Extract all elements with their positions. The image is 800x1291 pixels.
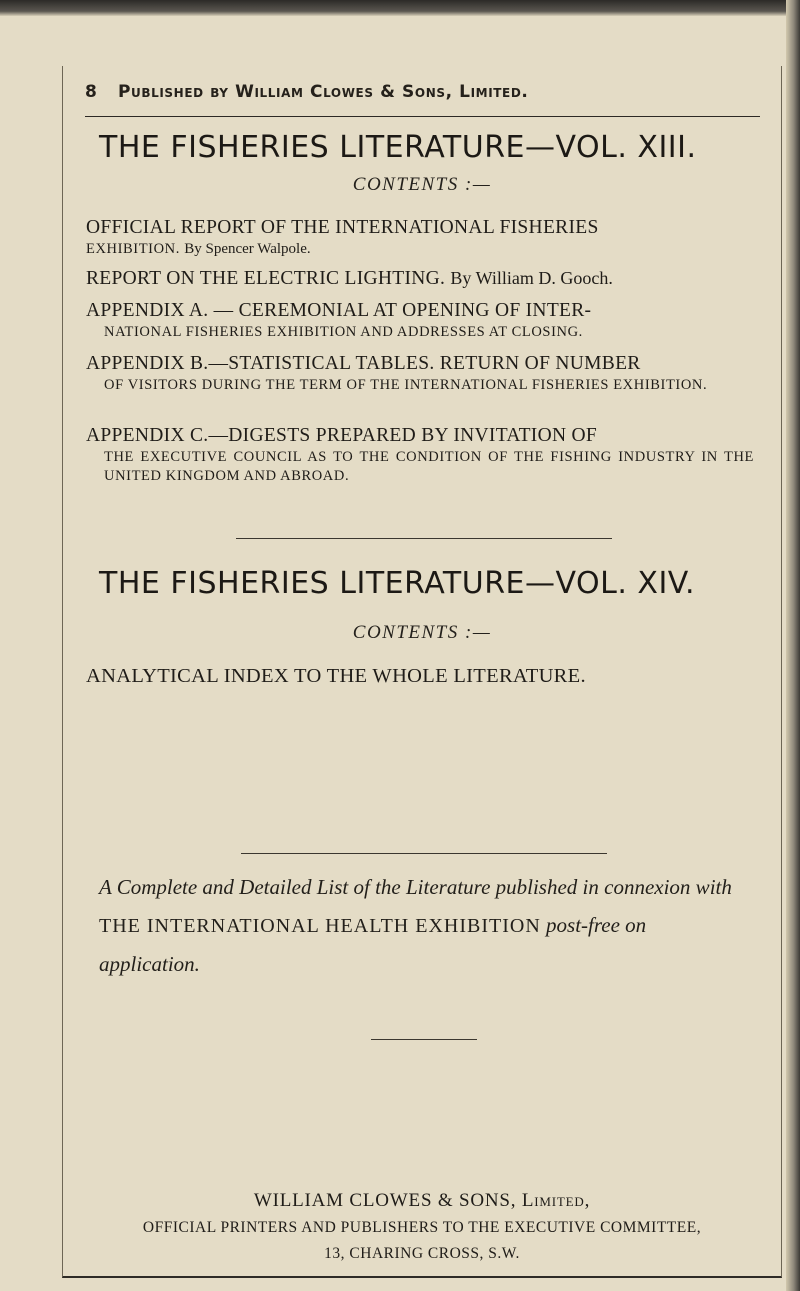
entry-sub: EXHIBITION. (86, 241, 180, 257)
section-divider (236, 538, 612, 539)
notice-text-intro: A Complete and Detailed List of the Literature published in connexion with (99, 875, 732, 899)
entry-author: By William D. Gooch. (450, 268, 613, 288)
section-divider (241, 853, 607, 854)
head-rule (85, 116, 760, 117)
notice-exhibition-name: THE INTERNATIONAL HEALTH EXHIBITION (99, 915, 541, 937)
entry-main: OFFICIAL REPORT OF THE INTERNATIONAL FISHERIES (86, 217, 599, 238)
vol13-entry-1 (86, 216, 754, 259)
publisher-role: OFFICIAL PRINTERS AND PUBLISHERS TO THE EXECUTIVE COMMITTEE, (142, 1219, 702, 1236)
vol13-title: THE FISHERIES LITERATURE—VOL. XIII. (99, 130, 697, 165)
catalogue-notice (99, 868, 749, 983)
short-divider (371, 1039, 477, 1040)
entry-main: ANALYTICAL INDEX TO THE WHOLE LITERATURE. (86, 665, 586, 687)
page-top-shadow (0, 0, 800, 16)
vol13-entry-2 (86, 266, 754, 291)
running-head (85, 82, 765, 102)
vol13-entry-3 (86, 299, 754, 342)
entry-main: REPORT ON THE ELECTRIC LIGHTING. (86, 268, 446, 289)
publisher-limited: Limited, (521, 1190, 591, 1211)
vol13-entry-4 (86, 352, 754, 395)
publisher-address: 13, CHARING CROSS, S.W. (324, 1245, 520, 1262)
vol14-contents-label: CONTENTS :— (352, 622, 492, 643)
entry-main: APPENDIX A. — CEREMONIAL AT OPENING OF INTER- (86, 300, 592, 321)
entry-sub: OF VISITORS DURING THE TERM OF THE INTERNATIONAL FISHERIES EXHIBITION. (104, 377, 708, 393)
page-number: 8 (85, 82, 98, 102)
vol13-contents-label: CONTENTS :— (352, 174, 492, 195)
publisher-name (63, 1190, 781, 1212)
entry-main: APPENDIX C.—DIGESTS PREPARED BY INVITATION OF (86, 425, 598, 446)
running-head-text: Published by William Clowes & Sons, Limited. (117, 82, 529, 102)
entry-main: APPENDIX B.—STATISTICAL TABLES. RETURN OF NUMBER (86, 353, 641, 374)
book-page (62, 66, 782, 1278)
vol14-title: THE FISHERIES LITERATURE—VOL. XIV. (99, 566, 695, 601)
vol14-entry (86, 664, 754, 688)
vol13-entry-5 (86, 424, 754, 486)
entry-sub: NATIONAL FISHERIES EXHIBITION AND ADDRESSES AT CLOSING. (104, 324, 583, 340)
notice-text-outro: post-free on application. (99, 913, 647, 976)
entry-sub: THE EXECUTIVE COUNCIL AS TO THE CONDITION OF THE FISHING INDUSTRY IN THE UNITED KINGDOM AND ABROAD. (104, 449, 754, 484)
entry-author: By Spencer Walpole. (184, 241, 311, 257)
publisher-name-text: WILLIAM CLOWES & SONS, (253, 1190, 517, 1211)
page-right-edge (786, 0, 800, 1291)
